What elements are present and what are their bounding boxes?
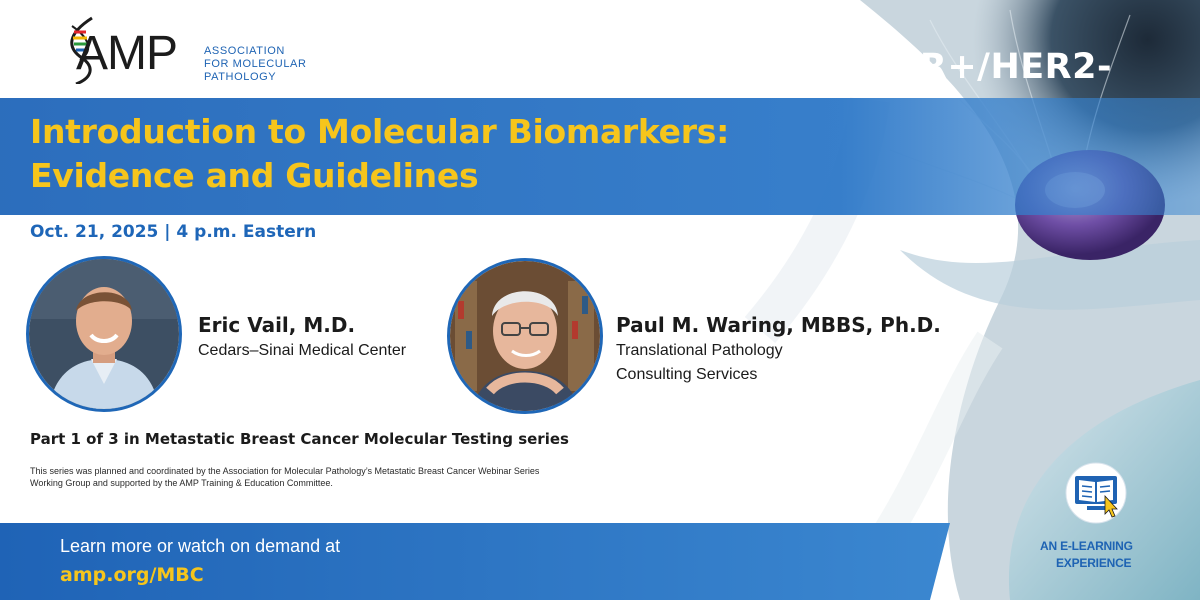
speaker-affiliation [616, 339, 783, 387]
logo-organization-name [204, 45, 314, 84]
series-line: Part 1 of 3 in Metastatic Breast Cancer Molecular Testing series [30, 430, 569, 448]
subtype-label: HR+/HER2- [890, 47, 1112, 87]
speaker-name: Paul M. Waring, MBBS, Ph.D. [616, 313, 941, 337]
amp-logo[interactable] [62, 14, 307, 90]
logo-org-line: ASSOCIATION [204, 45, 285, 57]
logo-org-line: FOR MOLECULAR [204, 58, 307, 70]
note-line: This series was planned and coordinated by the Association for Molecular Pathology’s Metastatic Breast Cancer Webinar Series [30, 466, 540, 476]
affiliation-line: Translational Pathology [616, 342, 783, 359]
affiliation-line: Consulting Services [616, 366, 758, 383]
affiliation-line: Cedars–Sinai Medical Center [198, 342, 407, 359]
speaker-affiliation [198, 339, 406, 363]
note-line: Working Group and supported by the AMP Training & Education Committee. [30, 478, 333, 488]
cta-link[interactable]: amp.org/MBC [60, 564, 204, 586]
e-learning-book-cursor-icon [1065, 462, 1127, 524]
e-learning-label [1040, 538, 1150, 572]
speaker-name: Eric Vail, M.D. [198, 313, 356, 337]
badge-line: EXPERIENCE [1056, 556, 1132, 570]
logo-wordmark: AMP [76, 27, 178, 80]
title-line: Evidence and Guidelines [30, 156, 479, 195]
planning-note [30, 465, 650, 489]
event-date: Oct. 21, 2025 | 4 p.m. Eastern [30, 222, 317, 242]
webinar-title [30, 110, 790, 198]
speaker-photo-eric-vail [26, 256, 182, 412]
title-line: Introduction to Molecular Biomarkers: [30, 112, 729, 151]
logo-org-line: PATHOLOGY [204, 71, 277, 83]
cta-text: Learn more or watch on demand at [60, 536, 341, 556]
badge-line: AN E-LEARNING [1040, 539, 1133, 553]
speaker-photo-paul-waring [447, 258, 603, 414]
